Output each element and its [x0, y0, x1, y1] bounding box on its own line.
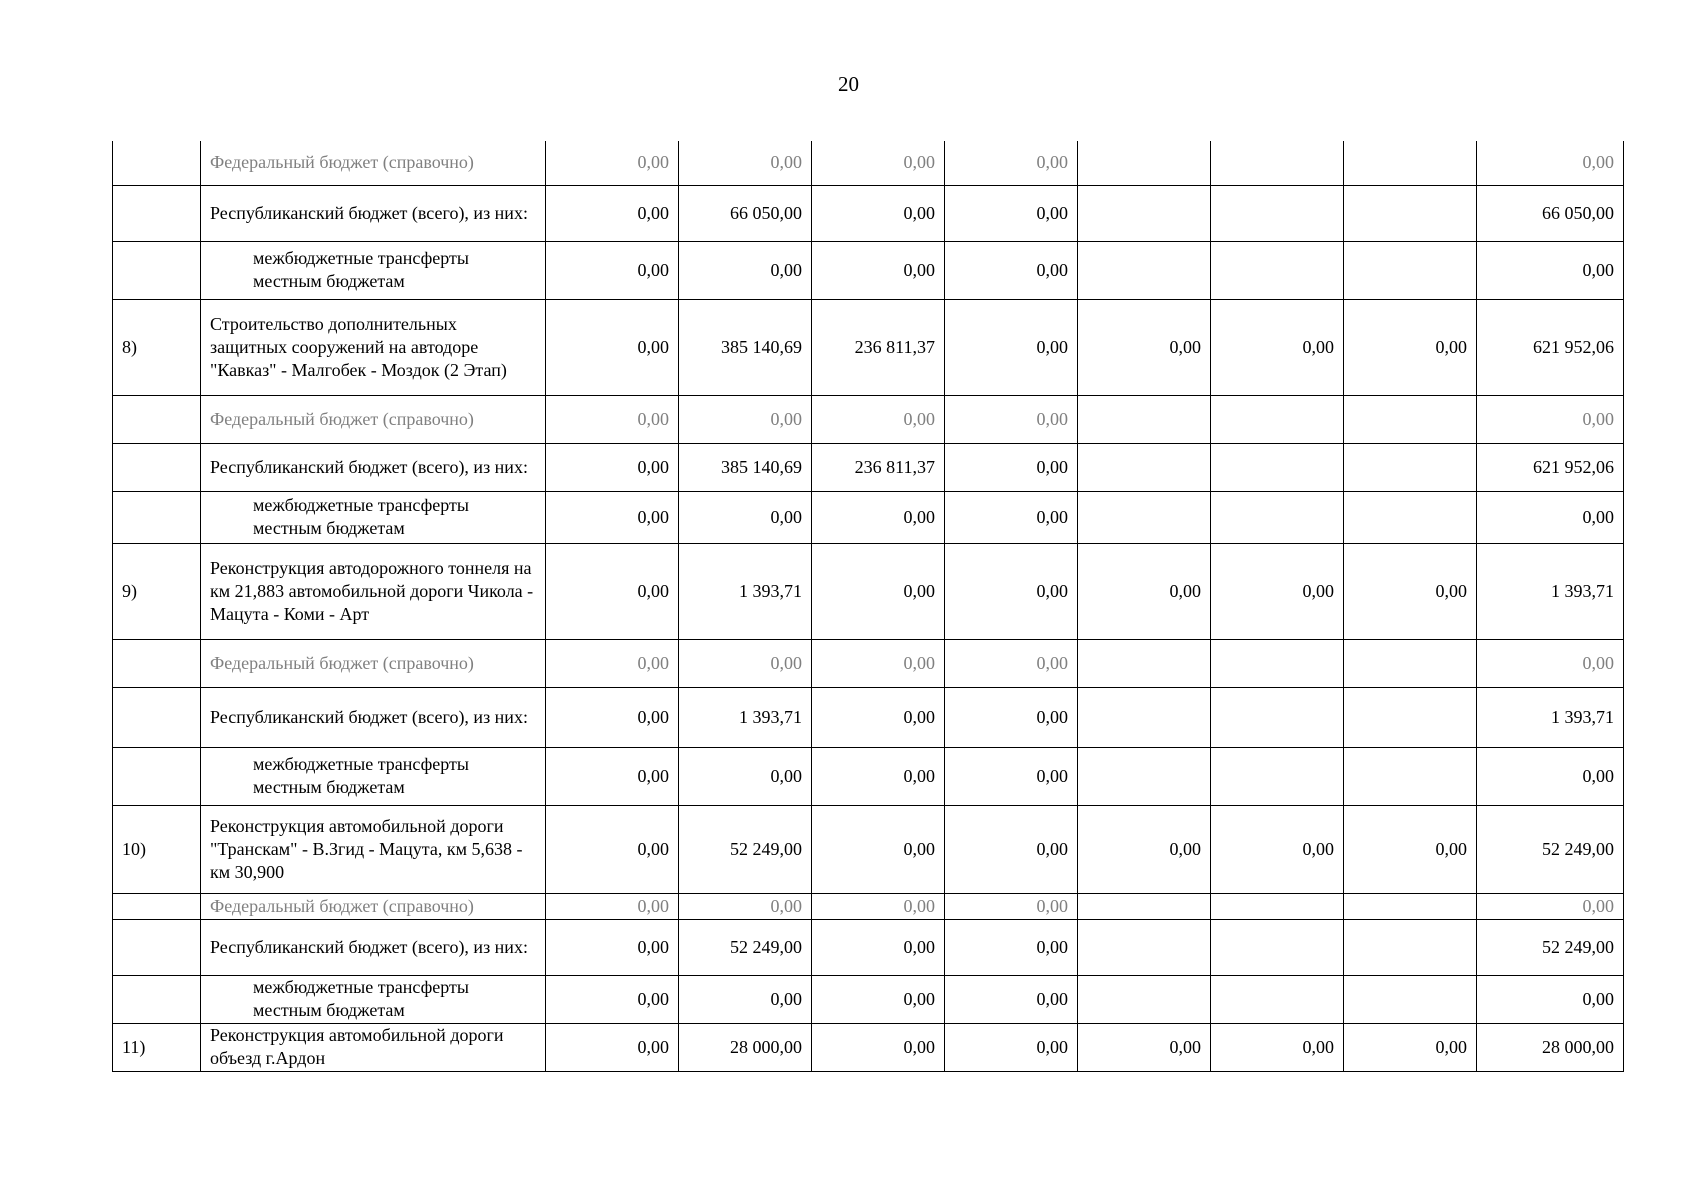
cell-col-5: 0,00: [1078, 543, 1211, 639]
cell-col-8: 1 393,71: [1477, 687, 1624, 747]
cell-col-8: 66 050,00: [1477, 185, 1624, 241]
cell-col-3: 0,00: [812, 241, 945, 299]
cell-col-6: [1211, 687, 1344, 747]
cell-col-4: 0,00: [945, 395, 1078, 443]
cell-col-4: 0,00: [945, 185, 1078, 241]
table-row: [113, 395, 1624, 443]
cell-col-7: [1344, 395, 1477, 443]
cell-col-7: [1344, 443, 1477, 491]
cell-col-8: 0,00: [1477, 975, 1624, 1023]
table-row: [113, 639, 1624, 687]
table-row: [113, 491, 1624, 543]
cell-col-7: [1344, 687, 1477, 747]
table-row: [113, 185, 1624, 241]
cell-col-5: 0,00: [1078, 299, 1211, 395]
table-row: [113, 443, 1624, 491]
row-index: [113, 241, 201, 299]
cell-col-4: 0,00: [945, 141, 1078, 185]
cell-col-1: 0,00: [546, 687, 679, 747]
cell-col-2: 1 393,71: [679, 543, 812, 639]
cell-col-5: [1078, 687, 1211, 747]
cell-col-3: 0,00: [812, 639, 945, 687]
table-row: [113, 141, 1624, 185]
cell-col-7: 0,00: [1344, 543, 1477, 639]
cell-col-8: 1 393,71: [1477, 543, 1624, 639]
row-index: [113, 893, 201, 919]
cell-col-6: [1211, 185, 1344, 241]
cell-col-1: 0,00: [546, 975, 679, 1023]
cell-col-2: 0,00: [679, 241, 812, 299]
row-name: Федеральный бюджет (справочно): [201, 893, 546, 919]
row-name: Республиканский бюджет (всего), из них:: [201, 919, 546, 975]
cell-col-4: 0,00: [945, 639, 1078, 687]
cell-col-8: 0,00: [1477, 241, 1624, 299]
cell-col-1: 0,00: [546, 893, 679, 919]
cell-col-8: 0,00: [1477, 747, 1624, 805]
row-index: [113, 687, 201, 747]
table-row: [113, 893, 1624, 919]
cell-col-6: [1211, 241, 1344, 299]
cell-col-8: 52 249,00: [1477, 919, 1624, 975]
cell-col-6: [1211, 491, 1344, 543]
cell-col-5: [1078, 141, 1211, 185]
cell-col-3: 0,00: [812, 747, 945, 805]
cell-col-3: 0,00: [812, 141, 945, 185]
cell-col-2: 385 140,69: [679, 443, 812, 491]
table-row: [113, 975, 1624, 1023]
row-name: Строительство дополнительных защитных сооружений на автодоре "Кавказ" - Малгобек - Моздок (2 Этап): [201, 299, 546, 395]
cell-col-1: 0,00: [546, 443, 679, 491]
cell-col-7: [1344, 919, 1477, 975]
table-row: [113, 919, 1624, 975]
row-index: [113, 185, 201, 241]
table-row: [113, 1023, 1624, 1071]
cell-col-5: [1078, 919, 1211, 975]
cell-col-4: 0,00: [945, 687, 1078, 747]
cell-col-1: 0,00: [546, 141, 679, 185]
budget-table: [112, 141, 1624, 1072]
cell-col-3: 0,00: [812, 1023, 945, 1071]
cell-col-3: 0,00: [812, 395, 945, 443]
row-name: Республиканский бюджет (всего), из них:: [201, 687, 546, 747]
cell-col-1: 0,00: [546, 747, 679, 805]
table-row: [113, 299, 1624, 395]
row-index: [113, 443, 201, 491]
cell-col-2: 28 000,00: [679, 1023, 812, 1071]
cell-col-4: 0,00: [945, 893, 1078, 919]
row-name: Реконструкция автомобильной дороги объезд г.Ардон: [201, 1023, 546, 1071]
cell-col-1: 0,00: [546, 491, 679, 543]
row-name: Федеральный бюджет (справочно): [201, 639, 546, 687]
row-name: Республиканский бюджет (всего), из них:: [201, 185, 546, 241]
cell-col-7: 0,00: [1344, 1023, 1477, 1071]
cell-col-4: 0,00: [945, 919, 1078, 975]
cell-col-6: [1211, 975, 1344, 1023]
cell-col-6: 0,00: [1211, 805, 1344, 893]
cell-col-5: [1078, 893, 1211, 919]
cell-col-4: 0,00: [945, 241, 1078, 299]
cell-col-2: 0,00: [679, 747, 812, 805]
cell-col-8: 0,00: [1477, 893, 1624, 919]
cell-col-4: 0,00: [945, 805, 1078, 893]
cell-col-3: 0,00: [812, 919, 945, 975]
cell-col-8: 621 952,06: [1477, 443, 1624, 491]
cell-col-4: 0,00: [945, 443, 1078, 491]
cell-col-1: 0,00: [546, 805, 679, 893]
cell-col-7: [1344, 241, 1477, 299]
cell-col-1: 0,00: [546, 395, 679, 443]
row-index: [113, 141, 201, 185]
cell-col-6: 0,00: [1211, 299, 1344, 395]
row-name: межбюджетные трансферты местным бюджетам: [201, 491, 546, 543]
cell-col-8: 0,00: [1477, 491, 1624, 543]
cell-col-8: 621 952,06: [1477, 299, 1624, 395]
cell-col-1: 0,00: [546, 185, 679, 241]
cell-col-2: 0,00: [679, 141, 812, 185]
cell-col-4: 0,00: [945, 1023, 1078, 1071]
cell-col-7: 0,00: [1344, 805, 1477, 893]
row-index: [113, 395, 201, 443]
cell-col-2: 0,00: [679, 491, 812, 543]
cell-col-3: 236 811,37: [812, 299, 945, 395]
cell-col-7: [1344, 747, 1477, 805]
cell-col-7: [1344, 491, 1477, 543]
cell-col-7: 0,00: [1344, 299, 1477, 395]
cell-col-2: 0,00: [679, 893, 812, 919]
cell-col-1: 0,00: [546, 919, 679, 975]
cell-col-6: [1211, 395, 1344, 443]
cell-col-3: 0,00: [812, 491, 945, 543]
cell-col-5: [1078, 395, 1211, 443]
cell-col-6: [1211, 141, 1344, 185]
cell-col-7: [1344, 141, 1477, 185]
cell-col-5: [1078, 491, 1211, 543]
cell-col-5: 0,00: [1078, 1023, 1211, 1071]
cell-col-1: 0,00: [546, 1023, 679, 1071]
row-name: Республиканский бюджет (всего), из них:: [201, 443, 546, 491]
cell-col-2: 0,00: [679, 975, 812, 1023]
cell-col-2: 1 393,71: [679, 687, 812, 747]
row-name: Федеральный бюджет (справочно): [201, 395, 546, 443]
cell-col-5: [1078, 185, 1211, 241]
cell-col-1: 0,00: [546, 639, 679, 687]
cell-col-6: [1211, 747, 1344, 805]
cell-col-7: [1344, 639, 1477, 687]
cell-col-3: 236 811,37: [812, 443, 945, 491]
cell-col-6: [1211, 893, 1344, 919]
cell-col-8: 0,00: [1477, 395, 1624, 443]
cell-col-6: [1211, 919, 1344, 975]
cell-col-8: 28 000,00: [1477, 1023, 1624, 1071]
cell-col-4: 0,00: [945, 975, 1078, 1023]
row-name: Реконструкция автомобильной дороги "Транскам" - В.Згид - Мацута, км 5,638 - км 30,900: [201, 805, 546, 893]
cell-col-6: [1211, 639, 1344, 687]
cell-col-6: 0,00: [1211, 543, 1344, 639]
row-name: межбюджетные трансферты местным бюджетам: [201, 241, 546, 299]
row-index: 9): [113, 543, 201, 639]
row-index: [113, 747, 201, 805]
cell-col-8: 0,00: [1477, 141, 1624, 185]
cell-col-7: [1344, 975, 1477, 1023]
cell-col-2: 385 140,69: [679, 299, 812, 395]
table-row: [113, 241, 1624, 299]
cell-col-8: 0,00: [1477, 639, 1624, 687]
cell-col-7: [1344, 893, 1477, 919]
cell-col-3: 0,00: [812, 805, 945, 893]
cell-col-2: 52 249,00: [679, 919, 812, 975]
row-index: [113, 975, 201, 1023]
cell-col-6: 0,00: [1211, 1023, 1344, 1071]
row-index: [113, 919, 201, 975]
table-row: [113, 747, 1624, 805]
cell-col-2: 0,00: [679, 395, 812, 443]
page-number: 20: [838, 72, 859, 96]
cell-col-3: 0,00: [812, 687, 945, 747]
cell-col-4: 0,00: [945, 299, 1078, 395]
table-row: [113, 805, 1624, 893]
row-index: [113, 491, 201, 543]
row-name: Реконструкция автодорожного тоннеля на км 21,883 автомобильной дороги Чикола - Мацута - Коми - Арт: [201, 543, 546, 639]
table-row: [113, 687, 1624, 747]
cell-col-8: 52 249,00: [1477, 805, 1624, 893]
cell-col-5: [1078, 639, 1211, 687]
cell-col-3: 0,00: [812, 185, 945, 241]
cell-col-5: [1078, 443, 1211, 491]
cell-col-3: 0,00: [812, 975, 945, 1023]
cell-col-2: 52 249,00: [679, 805, 812, 893]
cell-col-4: 0,00: [945, 747, 1078, 805]
cell-col-6: [1211, 443, 1344, 491]
cell-col-2: 66 050,00: [679, 185, 812, 241]
cell-col-1: 0,00: [546, 299, 679, 395]
cell-col-1: 0,00: [546, 543, 679, 639]
cell-col-4: 0,00: [945, 543, 1078, 639]
cell-col-5: [1078, 975, 1211, 1023]
cell-col-2: 0,00: [679, 639, 812, 687]
cell-col-4: 0,00: [945, 491, 1078, 543]
cell-col-1: 0,00: [546, 241, 679, 299]
cell-col-3: 0,00: [812, 893, 945, 919]
cell-col-5: [1078, 241, 1211, 299]
table-row: [113, 543, 1624, 639]
row-index: [113, 639, 201, 687]
row-name: межбюджетные трансферты местным бюджетам: [201, 975, 546, 1023]
cell-col-3: 0,00: [812, 543, 945, 639]
row-name: Федеральный бюджет (справочно): [201, 141, 546, 185]
cell-col-5: 0,00: [1078, 805, 1211, 893]
row-index: 11): [113, 1023, 201, 1071]
cell-col-5: [1078, 747, 1211, 805]
row-name: межбюджетные трансферты местным бюджетам: [201, 747, 546, 805]
row-index: 8): [113, 299, 201, 395]
cell-col-7: [1344, 185, 1477, 241]
row-index: 10): [113, 805, 201, 893]
